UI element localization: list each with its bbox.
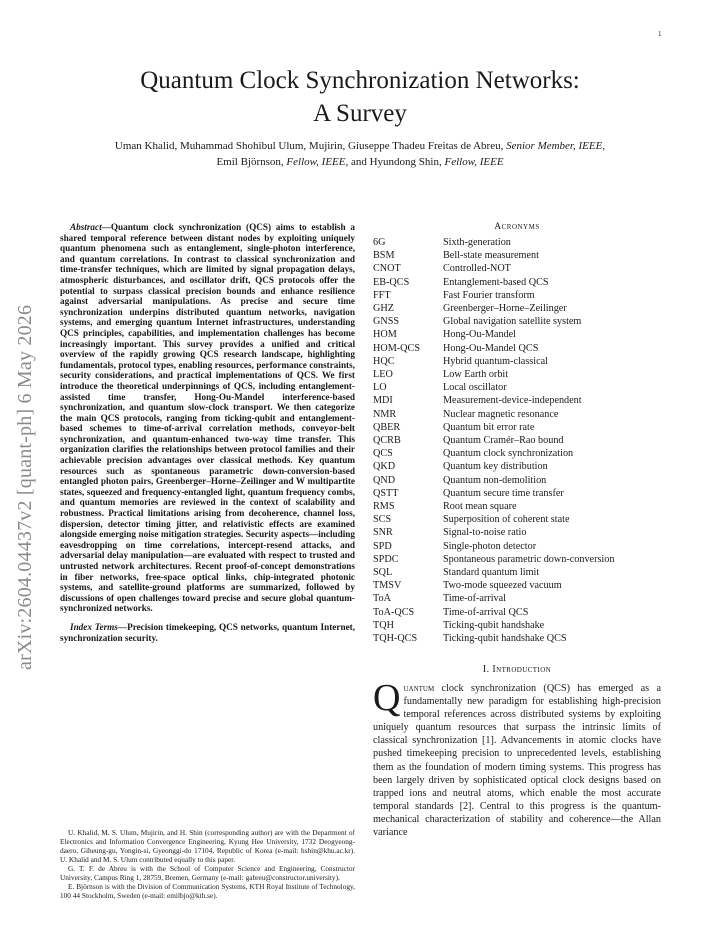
introduction-paragraph (373, 677, 661, 839)
acronym-abbreviation: EB-QCS (373, 276, 410, 288)
acronym-definition: Quantum Cramér–Rao bound (443, 435, 564, 447)
acronym-abbreviation: SQL (373, 567, 393, 579)
acronym-row (373, 500, 661, 513)
acronym-abbreviation: FFT (373, 289, 391, 301)
acronym-abbreviation: HOM (373, 329, 397, 341)
footnote-3: E. Björnson is with the Division of Communication Systems, KTH Royal Institute of Technology, 100 44 Stockholm, Sweden (e-mail: emilbjo@kth.se). (60, 882, 355, 900)
acronym-row (373, 553, 661, 566)
acronym-definition: Measurement-device-independent (443, 395, 582, 407)
acronym-definition: Bell-state measurement (443, 250, 539, 262)
acronym-row (373, 249, 661, 262)
abstract (60, 222, 355, 614)
author-title-1: Senior Member, IEEE, (506, 140, 606, 152)
acronym-abbreviation: CNOT (373, 263, 401, 275)
acronym-abbreviation: HOM-QCS (373, 342, 420, 354)
acronym-abbreviation: TQH-QCS (373, 633, 418, 645)
acronym-row (373, 632, 661, 645)
acronym-row (373, 526, 661, 539)
acronym-abbreviation: 6G (373, 237, 386, 248)
acronym-abbreviation: GNSS (373, 316, 400, 328)
acronym-abbreviation: LEO (373, 369, 393, 381)
acronym-definition: Hong-Ou-Mandel QCS (443, 342, 539, 354)
acronym-abbreviation: ToA-QCS (373, 606, 415, 618)
section-heading-introduction: I. Introduction (482, 664, 552, 675)
acronym-abbreviation: QKD (373, 461, 396, 473)
acronym-row (373, 579, 661, 592)
arxiv-identifier: arXiv:2604.04437v2 [quant-ph] 6 May 2026 (14, 304, 36, 670)
acronym-abbreviation: BSM (373, 250, 395, 262)
abstract-lead: Abstract (70, 222, 102, 232)
acronym-row (373, 342, 661, 355)
acronym-abbreviation: QCRB (373, 435, 401, 447)
acronym-abbreviation: SPDC (373, 553, 399, 565)
acronym-row (373, 302, 661, 315)
acronyms-section (373, 222, 661, 645)
footnote-1: U. Khalid, M. S. Ulum, Mujirin, and H. Shin (corresponding author) are with the Department of Electronics and Information Convergence Engineering, Kyung Hee University, 1732 Deogyeong-daero, Giheung-gu, Yongin-si, Gyeonggi-do 17104, Republic of Korea (e-mail: hshin@khu.ac.kr). U. Khalid and M. S. Ulum contributed equally to this paper. (60, 828, 355, 864)
acronym-row (373, 394, 661, 407)
footnote-2: G. T. F. de Abreu is with the School of Computer Science and Engineering, Constructor University, Campus Ring 1, 28759, Bremen, Germany (e-mail: gabreu@constructor.university). (60, 864, 355, 882)
acronym-definition: Quantum clock synchronization (443, 448, 574, 460)
acronym-definition: Signal-to-noise ratio (443, 527, 527, 539)
paper-title (60, 64, 660, 130)
acronym-definition: Root mean square (443, 501, 517, 513)
acronym-abbreviation: NMR (373, 408, 397, 420)
acronym-definition: Low Earth orbit (443, 369, 509, 381)
acronym-row (373, 474, 661, 487)
acronym-row (373, 421, 661, 434)
acronym-definition: Two-mode squeezed vacuum (443, 580, 562, 592)
acronyms-heading: Acronyms (494, 222, 540, 232)
acronym-definition: Global navigation satellite system (443, 316, 582, 328)
index-terms-lead: Index Terms (70, 621, 118, 632)
acronym-definition: Nuclear magnetic resonance (443, 408, 559, 420)
intro-text: clock synchronization (QCS) has emerged as a fundamentally new paradigm for establishing high-precision temporal references across distributed systems by exploiting uniquely quantum resources that surpass the intrinsic limits of classical synchronization [1]. Advancements in atomic clocks have pushed timekeeping precision to unprecedented levels, establishing them as the foundation of modern timing systems. This progress has been largely driven by sophisticated optical clock designs based on trapped ions and neutral atoms, which enable the most accurate temporal standards [2]. Central to this progress is the quantum-mechanical characterization of stability and coherence—the Allan variance (373, 683, 661, 839)
acronym-definition: Single-photon detector (443, 540, 537, 552)
acronym-row (373, 460, 661, 473)
author-title-2: Fellow, IEEE, (286, 156, 349, 168)
acronym-row (373, 408, 661, 421)
acronym-row (373, 566, 661, 579)
acronym-definition: Superposition of coherent state (443, 514, 570, 526)
acronym-definition: Ticking-qubit handshake (443, 619, 545, 631)
acronym-abbreviation: SNR (373, 527, 393, 539)
acronym-definition: Time-of-arrival QCS (443, 606, 529, 618)
acronym-abbreviation: LO (373, 382, 387, 394)
authors-part-1: Uman Khalid, Muhammad Shohibul Ulum, Mujirin, Giuseppe Thadeu Freitas de Abreu, (114, 140, 507, 152)
acronym-abbreviation: SPD (373, 540, 392, 552)
acronym-abbreviation: HQC (373, 355, 395, 367)
acronym-definition: Sixth-generation (443, 237, 511, 248)
acronym-row (373, 328, 661, 341)
author-title-3: Fellow, IEEE (444, 156, 504, 168)
acronym-abbreviation: MDI (373, 395, 393, 407)
acronym-abbreviation: QBER (373, 421, 401, 433)
acronym-row (373, 315, 661, 328)
intro-small-caps: uantum (403, 683, 435, 694)
acronym-row (373, 606, 661, 619)
title-line-2: A Survey (313, 100, 407, 127)
acronym-definition: Greenberger–Horne–Zeilinger (443, 303, 567, 315)
acronym-definition: Quantum non-demolition (443, 474, 547, 486)
acronym-row (373, 289, 661, 302)
acronym-definition: Controlled-NOT (443, 263, 511, 275)
acronym-row (373, 381, 661, 394)
acronym-definition: Hong-Ou-Mandel (443, 329, 516, 341)
acronym-abbreviation: GHZ (373, 303, 394, 315)
acronym-definition: Quantum bit error rate (443, 421, 535, 433)
acronym-row (373, 487, 661, 500)
page-number: 1 (658, 30, 662, 38)
authors-part-2: Emil Björnson, (216, 156, 287, 168)
acronym-definition: Quantum secure time transfer (443, 487, 564, 499)
index-terms-text: —Precision timekeeping, QCS networks, quantum Internet, synchronization security. (60, 621, 355, 643)
acronym-row (373, 592, 661, 605)
acronym-row (373, 619, 661, 632)
drop-cap: Q (373, 677, 401, 719)
author-footnotes (60, 828, 355, 900)
acronym-definition: Hybrid quantum-classical (443, 355, 548, 367)
title-line-1: Quantum Clock Synchronization Networks: (140, 67, 580, 94)
acronym-row (373, 236, 661, 249)
acronym-row (373, 434, 661, 447)
acronym-row (373, 513, 661, 526)
acronym-abbreviation: ToA (373, 593, 391, 605)
acronym-abbreviation: RMS (373, 501, 395, 513)
acronym-abbreviation: QCS (373, 448, 393, 460)
acronym-definition: Quantum key distribution (443, 461, 548, 473)
abstract-text: —Quantum clock synchronization (QCS) aims to establish a shared temporal reference between distant nodes by exploiting uniquely quantum phenomena such as entanglement, single-photon interference, and quantum correlations. In contrast to classical synchronization and time-transfer techniques, which are limited by signal propagation delays, atmospheric disturbances, and oscillator drift, QCS protocols offer the potential to surpass classical precision bounds and enhance resilience against adversarial manipulations. As precise and secure time synchronization underpins distributed quantum networks, navigation systems, and emerging quantum Internet infrastructures, understanding QCS principles, capabilities, and implementation challenges has become increasingly important. This survey provides a unified and critical overview of the rapidly growing QCS research landscape, highlighting fundamentals, protocol types, enabling resources, performance constraints, security considerations, and practical implementations of QCS. We first introduce the theoretical underpinnings of QCS, including entanglement-assisted time transfer, Hong-Ou-Mandel interference-based synchronization, and quantum slow-clock transport. We then categorize the main QCS protocols, ranging from ticking-qubit and entanglement-based schemes to time-of-arrival correlation methods, conveyor-belt synchronization, and quantum-enhanced two-way time transfer. This organization clarifies the relationships between protocol families and their achievable precision advantages over classical methods. Key quantum resources such as spontaneous parametric down-conversion-based entangled photon pairs, Greenberger–Horne–Zeilinger and W multipartite states, squeezed and frequency-entangled light, quantum frequency combs, and quantum memories are reviewed in the context of scalability and robustness. Practical limitations arising from decoherence, channel loss, dispersion, detector timing jitter, and relativistic effects are examined alongside emerging noise mitigation strategies. Security aspects—including eavesdropping on time correlations, intercept-resend attacks, and adversarial delay manipulation—are evaluated with respect to trusted and untrusted network architectures. Recent proof-of-concept demonstrations in fiber networks, free-space optical links, chip-integrated photonic systems, and satellite-ground platforms are summarized, followed by discussions of open challenges toward precise and secure global quantum-synchronized networks. (60, 222, 355, 614)
acronym-row (373, 368, 661, 381)
acronym-row (373, 447, 661, 460)
acronym-abbreviation: QSTT (373, 487, 399, 499)
acronym-row (373, 276, 661, 289)
acronym-abbreviation: TQH (373, 619, 394, 631)
acronym-row (373, 540, 661, 553)
acronym-definition: Ticking-qubit handshake QCS (443, 633, 567, 645)
acronym-definition: Fast Fourier transform (443, 289, 535, 301)
left-column (60, 222, 355, 652)
authors-part-3: and Hyundong Shin, (348, 156, 445, 168)
author-list (60, 138, 660, 170)
acronym-definition: Local oscillator (443, 382, 507, 394)
acronym-abbreviation: TMSV (373, 580, 402, 592)
acronym-abbreviation: QND (373, 474, 396, 486)
acronym-list (373, 236, 661, 645)
acronym-row (373, 355, 661, 368)
acronym-row (373, 262, 661, 275)
index-terms (60, 622, 355, 643)
acronym-definition: Time-of-arrival (443, 593, 506, 605)
acronym-definition: Standard quantum limit (443, 567, 540, 579)
acronym-definition: Entanglement-based QCS (443, 276, 549, 288)
acronym-definition: Spontaneous parametric down-conversion (443, 553, 615, 565)
acronym-abbreviation: SCS (373, 514, 392, 526)
